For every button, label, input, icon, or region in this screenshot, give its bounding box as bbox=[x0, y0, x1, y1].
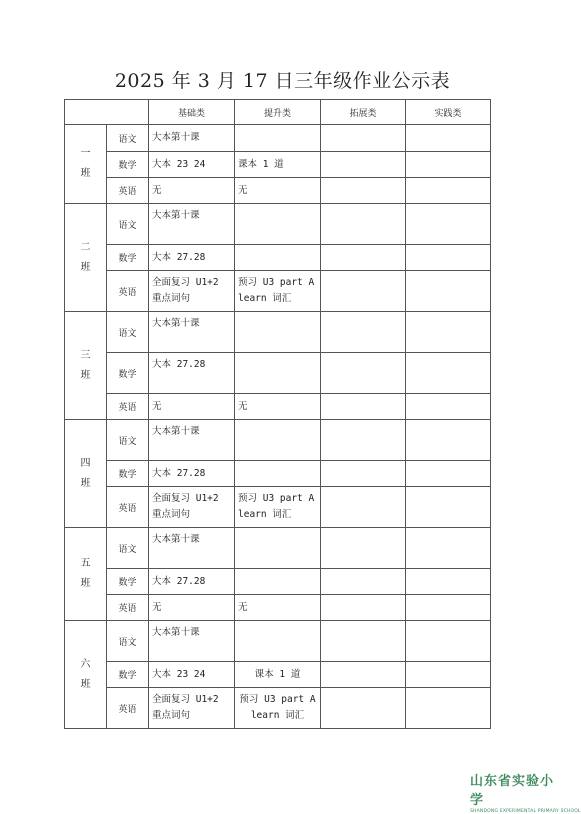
logo-chinese-name: 山东省实验小学 bbox=[470, 774, 555, 808]
practice-homework-cell bbox=[406, 688, 491, 729]
class-suffix: 班 bbox=[80, 477, 91, 489]
subject-cell: 英语 bbox=[107, 595, 149, 621]
extend-homework-cell bbox=[321, 204, 406, 245]
extend-homework-cell bbox=[321, 152, 406, 178]
improve-homework-cell bbox=[235, 125, 321, 152]
subject-cell: 语文 bbox=[107, 125, 149, 152]
improve-homework-cell: 无 bbox=[235, 595, 321, 621]
improve-homework-cell bbox=[235, 245, 321, 271]
class-name-cell bbox=[65, 528, 107, 621]
extend-homework-cell bbox=[321, 353, 406, 394]
table-row bbox=[65, 528, 491, 569]
basic-homework-cell: 大本 27.28 bbox=[149, 461, 235, 487]
table-row bbox=[65, 178, 491, 204]
basic-homework-cell: 无 bbox=[149, 178, 235, 204]
basic-homework-cell: 全面复习 U1+2 重点词句 bbox=[149, 688, 235, 729]
basic-homework-cell: 大本第十课 bbox=[149, 204, 235, 245]
basic-homework-cell: 大本 23 24 bbox=[149, 152, 235, 178]
table-row bbox=[65, 152, 491, 178]
subject-cell: 英语 bbox=[107, 394, 149, 420]
class-suffix: 班 bbox=[80, 578, 91, 589]
extend-homework-cell bbox=[321, 621, 406, 662]
basic-homework-cell: 大本 23 24 bbox=[149, 662, 235, 688]
improve-homework-cell bbox=[235, 461, 321, 487]
class-suffix: 班 bbox=[80, 678, 91, 690]
table-row bbox=[65, 125, 491, 152]
practice-homework-cell bbox=[406, 204, 491, 245]
extend-homework-cell bbox=[321, 178, 406, 204]
improve-homework-cell bbox=[235, 312, 321, 353]
extend-homework-cell bbox=[321, 688, 406, 729]
improve-homework-cell: 课本 1 道 bbox=[235, 662, 321, 688]
class-number: 五 bbox=[80, 558, 91, 569]
basic-homework-cell: 大本 27.28 bbox=[149, 353, 235, 394]
header-improve: 提升类 bbox=[235, 100, 321, 125]
subject-cell: 语文 bbox=[107, 420, 149, 461]
basic-homework-cell: 大本第十课 bbox=[149, 420, 235, 461]
improve-homework-cell: 预习 U3 part A learn 词汇 bbox=[235, 487, 321, 528]
practice-homework-cell bbox=[406, 178, 491, 204]
extend-homework-cell bbox=[321, 245, 406, 271]
practice-homework-cell bbox=[406, 125, 491, 152]
class-name-cell bbox=[65, 312, 107, 420]
header-basic: 基础类 bbox=[149, 100, 235, 125]
improve-homework-cell bbox=[235, 353, 321, 394]
table-row bbox=[65, 461, 491, 487]
improve-homework-cell bbox=[235, 420, 321, 461]
practice-homework-cell bbox=[406, 394, 491, 420]
table-row bbox=[65, 688, 491, 729]
table-row bbox=[65, 204, 491, 245]
table-row bbox=[65, 662, 491, 688]
extend-homework-cell bbox=[321, 595, 406, 621]
improve-homework-cell: 预习 U3 part A learn 词汇 bbox=[235, 271, 321, 312]
practice-homework-cell bbox=[406, 528, 491, 569]
table-row bbox=[65, 487, 491, 528]
class-suffix: 班 bbox=[80, 168, 91, 179]
table-row bbox=[65, 595, 491, 621]
table-row bbox=[65, 420, 491, 461]
basic-homework-cell: 大本 27.28 bbox=[149, 245, 235, 271]
homework-table bbox=[64, 99, 491, 729]
basic-homework-cell: 大本 27.28 bbox=[149, 569, 235, 595]
improve-homework-cell bbox=[235, 569, 321, 595]
subject-cell: 数学 bbox=[107, 461, 149, 487]
practice-homework-cell bbox=[406, 569, 491, 595]
subject-cell: 英语 bbox=[107, 487, 149, 528]
extend-homework-cell bbox=[321, 420, 406, 461]
practice-homework-cell bbox=[406, 461, 491, 487]
extend-homework-cell bbox=[321, 461, 406, 487]
improve-homework-cell: 无 bbox=[235, 394, 321, 420]
subject-cell: 数学 bbox=[107, 152, 149, 178]
table-row bbox=[65, 569, 491, 595]
subject-cell: 数学 bbox=[107, 662, 149, 688]
practice-homework-cell bbox=[406, 487, 491, 528]
class-number: 一 bbox=[80, 148, 91, 159]
practice-homework-cell bbox=[406, 621, 491, 662]
class-name-cell bbox=[65, 621, 107, 729]
improve-homework-cell: 预习 U3 part A learn 词汇 bbox=[235, 688, 321, 729]
class-number: 二 bbox=[80, 241, 91, 253]
header-extend: 拓展类 bbox=[321, 100, 406, 125]
practice-homework-cell bbox=[406, 595, 491, 621]
header-row bbox=[65, 100, 491, 125]
basic-homework-cell: 大本第十课 bbox=[149, 528, 235, 569]
subject-cell: 语文 bbox=[107, 528, 149, 569]
practice-homework-cell bbox=[406, 662, 491, 688]
improve-homework-cell: 课本 1 道 bbox=[235, 152, 321, 178]
extend-homework-cell bbox=[321, 271, 406, 312]
extend-homework-cell bbox=[321, 528, 406, 569]
table-row bbox=[65, 271, 491, 312]
header-blank-cell bbox=[65, 100, 149, 125]
extend-homework-cell bbox=[321, 312, 406, 353]
extend-homework-cell bbox=[321, 125, 406, 152]
improve-homework-cell: 无 bbox=[235, 178, 321, 204]
extend-homework-cell bbox=[321, 662, 406, 688]
basic-homework-cell: 全面复习 U1+2 重点词句 bbox=[149, 271, 235, 312]
subject-cell: 数学 bbox=[107, 569, 149, 595]
table-row bbox=[65, 353, 491, 394]
class-suffix: 班 bbox=[80, 261, 91, 273]
subject-cell: 英语 bbox=[107, 271, 149, 312]
class-number: 四 bbox=[80, 457, 91, 469]
class-name-cell bbox=[65, 420, 107, 528]
table-row bbox=[65, 312, 491, 353]
table-row bbox=[65, 621, 491, 662]
extend-homework-cell bbox=[321, 394, 406, 420]
logo-english-name: SHANDONG EXPERIMENTAL PRIMARY SCHOOL bbox=[470, 809, 581, 814]
subject-cell: 语文 bbox=[107, 312, 149, 353]
basic-homework-cell: 全面复习 U1+2 重点词句 bbox=[149, 487, 235, 528]
class-suffix: 班 bbox=[80, 369, 91, 381]
basic-homework-cell: 无 bbox=[149, 595, 235, 621]
basic-homework-cell: 无 bbox=[149, 394, 235, 420]
improve-homework-cell bbox=[235, 621, 321, 662]
page-title: 2025 年 3 月 17 日三年级作业公示表 bbox=[114, 70, 451, 92]
basic-homework-cell: 大本第十课 bbox=[149, 125, 235, 152]
practice-homework-cell bbox=[406, 353, 491, 394]
school-logo bbox=[470, 770, 581, 814]
subject-cell: 英语 bbox=[107, 688, 149, 729]
class-name-cell bbox=[65, 204, 107, 312]
subject-cell: 数学 bbox=[107, 245, 149, 271]
improve-homework-cell bbox=[235, 528, 321, 569]
subject-cell: 英语 bbox=[107, 178, 149, 204]
practice-homework-cell bbox=[406, 152, 491, 178]
basic-homework-cell: 大本第十课 bbox=[149, 621, 235, 662]
improve-homework-cell bbox=[235, 204, 321, 245]
practice-homework-cell bbox=[406, 245, 491, 271]
class-number: 六 bbox=[80, 658, 91, 670]
subject-cell: 语文 bbox=[107, 204, 149, 245]
practice-homework-cell bbox=[406, 312, 491, 353]
table-row bbox=[65, 245, 491, 271]
extend-homework-cell bbox=[321, 487, 406, 528]
extend-homework-cell bbox=[321, 569, 406, 595]
basic-homework-cell: 大本第十课 bbox=[149, 312, 235, 353]
subject-cell: 语文 bbox=[107, 621, 149, 662]
practice-homework-cell bbox=[406, 420, 491, 461]
table-row bbox=[65, 394, 491, 420]
header-practice: 实践类 bbox=[406, 100, 491, 125]
subject-cell: 数学 bbox=[107, 353, 149, 394]
practice-homework-cell bbox=[406, 271, 491, 312]
class-number: 三 bbox=[80, 349, 91, 361]
class-name-cell bbox=[65, 125, 107, 204]
